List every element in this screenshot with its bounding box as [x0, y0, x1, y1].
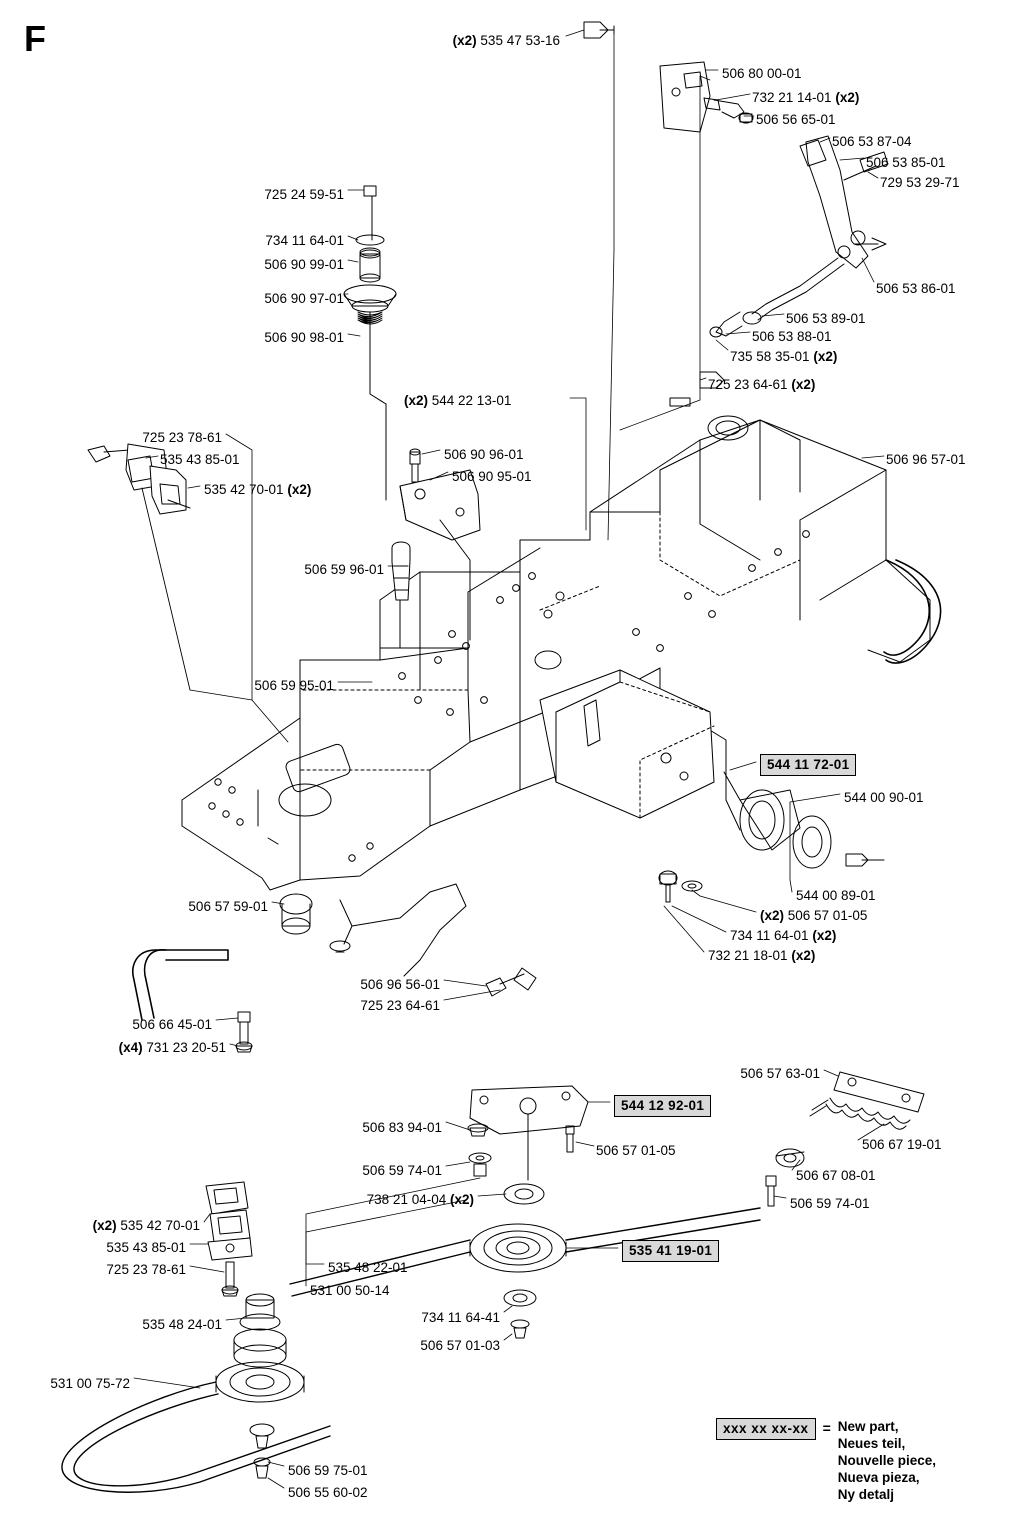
- left-hinge-bracket-upper: [88, 444, 190, 690]
- part-callout-c07: 729 53 29-71: [880, 175, 960, 190]
- part-callout-c47: (x2) 535 42 70-01: [92, 1218, 200, 1233]
- part-callout-c57: 506 59 75-01: [288, 1463, 368, 1478]
- part-callout-c20: 506 90 96-01: [444, 447, 524, 462]
- part-callout-c42: 506 67 19-01: [862, 1137, 942, 1152]
- part-callout-c54: 506 57 01-03: [420, 1338, 500, 1353]
- part-callout-c51: 531 00 50-14: [310, 1283, 390, 1298]
- part-callout-c50: 535 48 22-01: [328, 1260, 408, 1275]
- legend-line-2: Nouvelle piece,: [837, 1453, 937, 1468]
- part-callout-c13: 725 24 59-51: [264, 187, 344, 202]
- part-callout-c58: 506 55 60-02: [288, 1485, 368, 1500]
- plate-letter: F: [24, 18, 46, 59]
- part-callout-c40: 506 83 94-01: [362, 1120, 442, 1135]
- part-callout-c52: 725 23 78-61: [106, 1262, 186, 1277]
- part-callout-c30: (x2) 506 57 01-05: [760, 908, 868, 923]
- part-callout-c11: 735 58 35-01 (x2): [730, 349, 838, 364]
- part-callout-c56: 531 00 75-72: [50, 1376, 130, 1391]
- legend-text: [838, 1418, 936, 1503]
- part-callout-c17: 506 90 98-01: [264, 330, 344, 345]
- left-hinge-bracket-lower: [206, 1182, 252, 1296]
- part-callout-c46: 738 21 04-04 (x2): [366, 1192, 474, 1207]
- legend-equals: =: [822, 1420, 831, 1436]
- part-callout-c41: 506 57 01-05: [596, 1143, 676, 1158]
- part-callout-c16: 506 90 97-01: [264, 291, 344, 306]
- part-callout-c36: 506 66 45-01: [132, 1017, 212, 1032]
- part-callout-c05: 506 53 87-04: [832, 134, 912, 149]
- new-part-legend: [716, 1418, 936, 1503]
- legend-line-3: Nueva pieza,: [837, 1470, 920, 1485]
- part-callout-c22: 725 23 78-61: [142, 430, 222, 445]
- part-callout-c08: 506 53 86-01: [876, 281, 956, 296]
- part-callout-c48: 535 43 85-01: [106, 1240, 186, 1255]
- part-callout-box-c27: 544 11 72-01: [760, 754, 856, 776]
- part-callout-c55: 535 48 24-01: [142, 1317, 222, 1332]
- part-callout-c09: 506 53 89-01: [786, 311, 866, 326]
- part-callout-c27: [760, 757, 856, 773]
- part-callout-c49: [622, 1243, 719, 1259]
- part-callout-c32: 732 21 18-01 (x2): [708, 948, 816, 963]
- part-callout-c28: 544 00 90-01: [844, 790, 924, 805]
- part-callout-c31: 734 11 64-01 (x2): [730, 928, 837, 943]
- legend-key: xxx xx xx-xx: [716, 1418, 816, 1440]
- part-callout-c37: (x4) 731 23 20-51: [118, 1040, 226, 1055]
- part-callout-c03: 732 21 14-01 (x2): [752, 90, 860, 105]
- part-callout-c43: 506 59 74-01: [362, 1163, 442, 1178]
- center-pulley-assembly: [290, 1086, 760, 1338]
- part-callout-c38: 506 57 63-01: [740, 1066, 820, 1081]
- legend-line-0: New part,: [837, 1419, 899, 1434]
- part-callout-c14: 734 11 64-01: [265, 233, 344, 248]
- part-callout-c01: (x2) 535 47 53-16: [452, 33, 560, 48]
- part-callout-c02: 506 80 00-01: [722, 66, 802, 81]
- part-callout-c24: 535 42 70-01 (x2): [204, 482, 312, 497]
- cable-hose-left: [133, 950, 252, 1052]
- part-callout-c25: 506 59 96-01: [304, 562, 384, 577]
- part-callout-c44: 506 67 08-01: [796, 1168, 876, 1183]
- part-callout-c23: 535 43 85-01: [160, 452, 240, 467]
- part-callout-c06: 506 53 85-01: [866, 155, 946, 170]
- spring-plunger-stack: [344, 186, 396, 500]
- part-callout-box-c39: 544 12 92-01: [614, 1095, 711, 1117]
- part-callout-c35: 725 23 64-61: [360, 998, 440, 1013]
- part-callout-c10: 506 53 88-01: [752, 329, 832, 344]
- part-callout-c12: 725 23 64-61 (x2): [708, 377, 816, 392]
- part-callout-c04: 506 56 65-01: [756, 112, 836, 127]
- legend-line-1: Neues teil,: [837, 1436, 906, 1451]
- part-callout-c34: 506 96 56-01: [360, 977, 440, 992]
- part-callout-c18: (x2) 544 22 13-01: [404, 393, 512, 408]
- part-callout-c33: 506 57 59-01: [188, 899, 268, 914]
- part-callout-c26: 506 59 95-01: [254, 678, 334, 693]
- part-callout-c15: 506 90 99-01: [264, 257, 344, 272]
- part-callout-box-c49: 535 41 19-01: [622, 1240, 719, 1262]
- part-callout-c39: [614, 1098, 711, 1114]
- part-callout-c19: 506 96 57-01: [886, 452, 966, 467]
- misc-fasteners: [486, 854, 884, 996]
- part-callout-c21: 506 90 95-01: [452, 469, 532, 484]
- part-callout-c53: 734 11 64-41: [421, 1310, 500, 1325]
- part-callout-c29: 544 00 89-01: [796, 888, 876, 903]
- part-callout-c45: 506 59 74-01: [790, 1196, 870, 1211]
- legend-line-4: Ny detalj: [837, 1487, 895, 1502]
